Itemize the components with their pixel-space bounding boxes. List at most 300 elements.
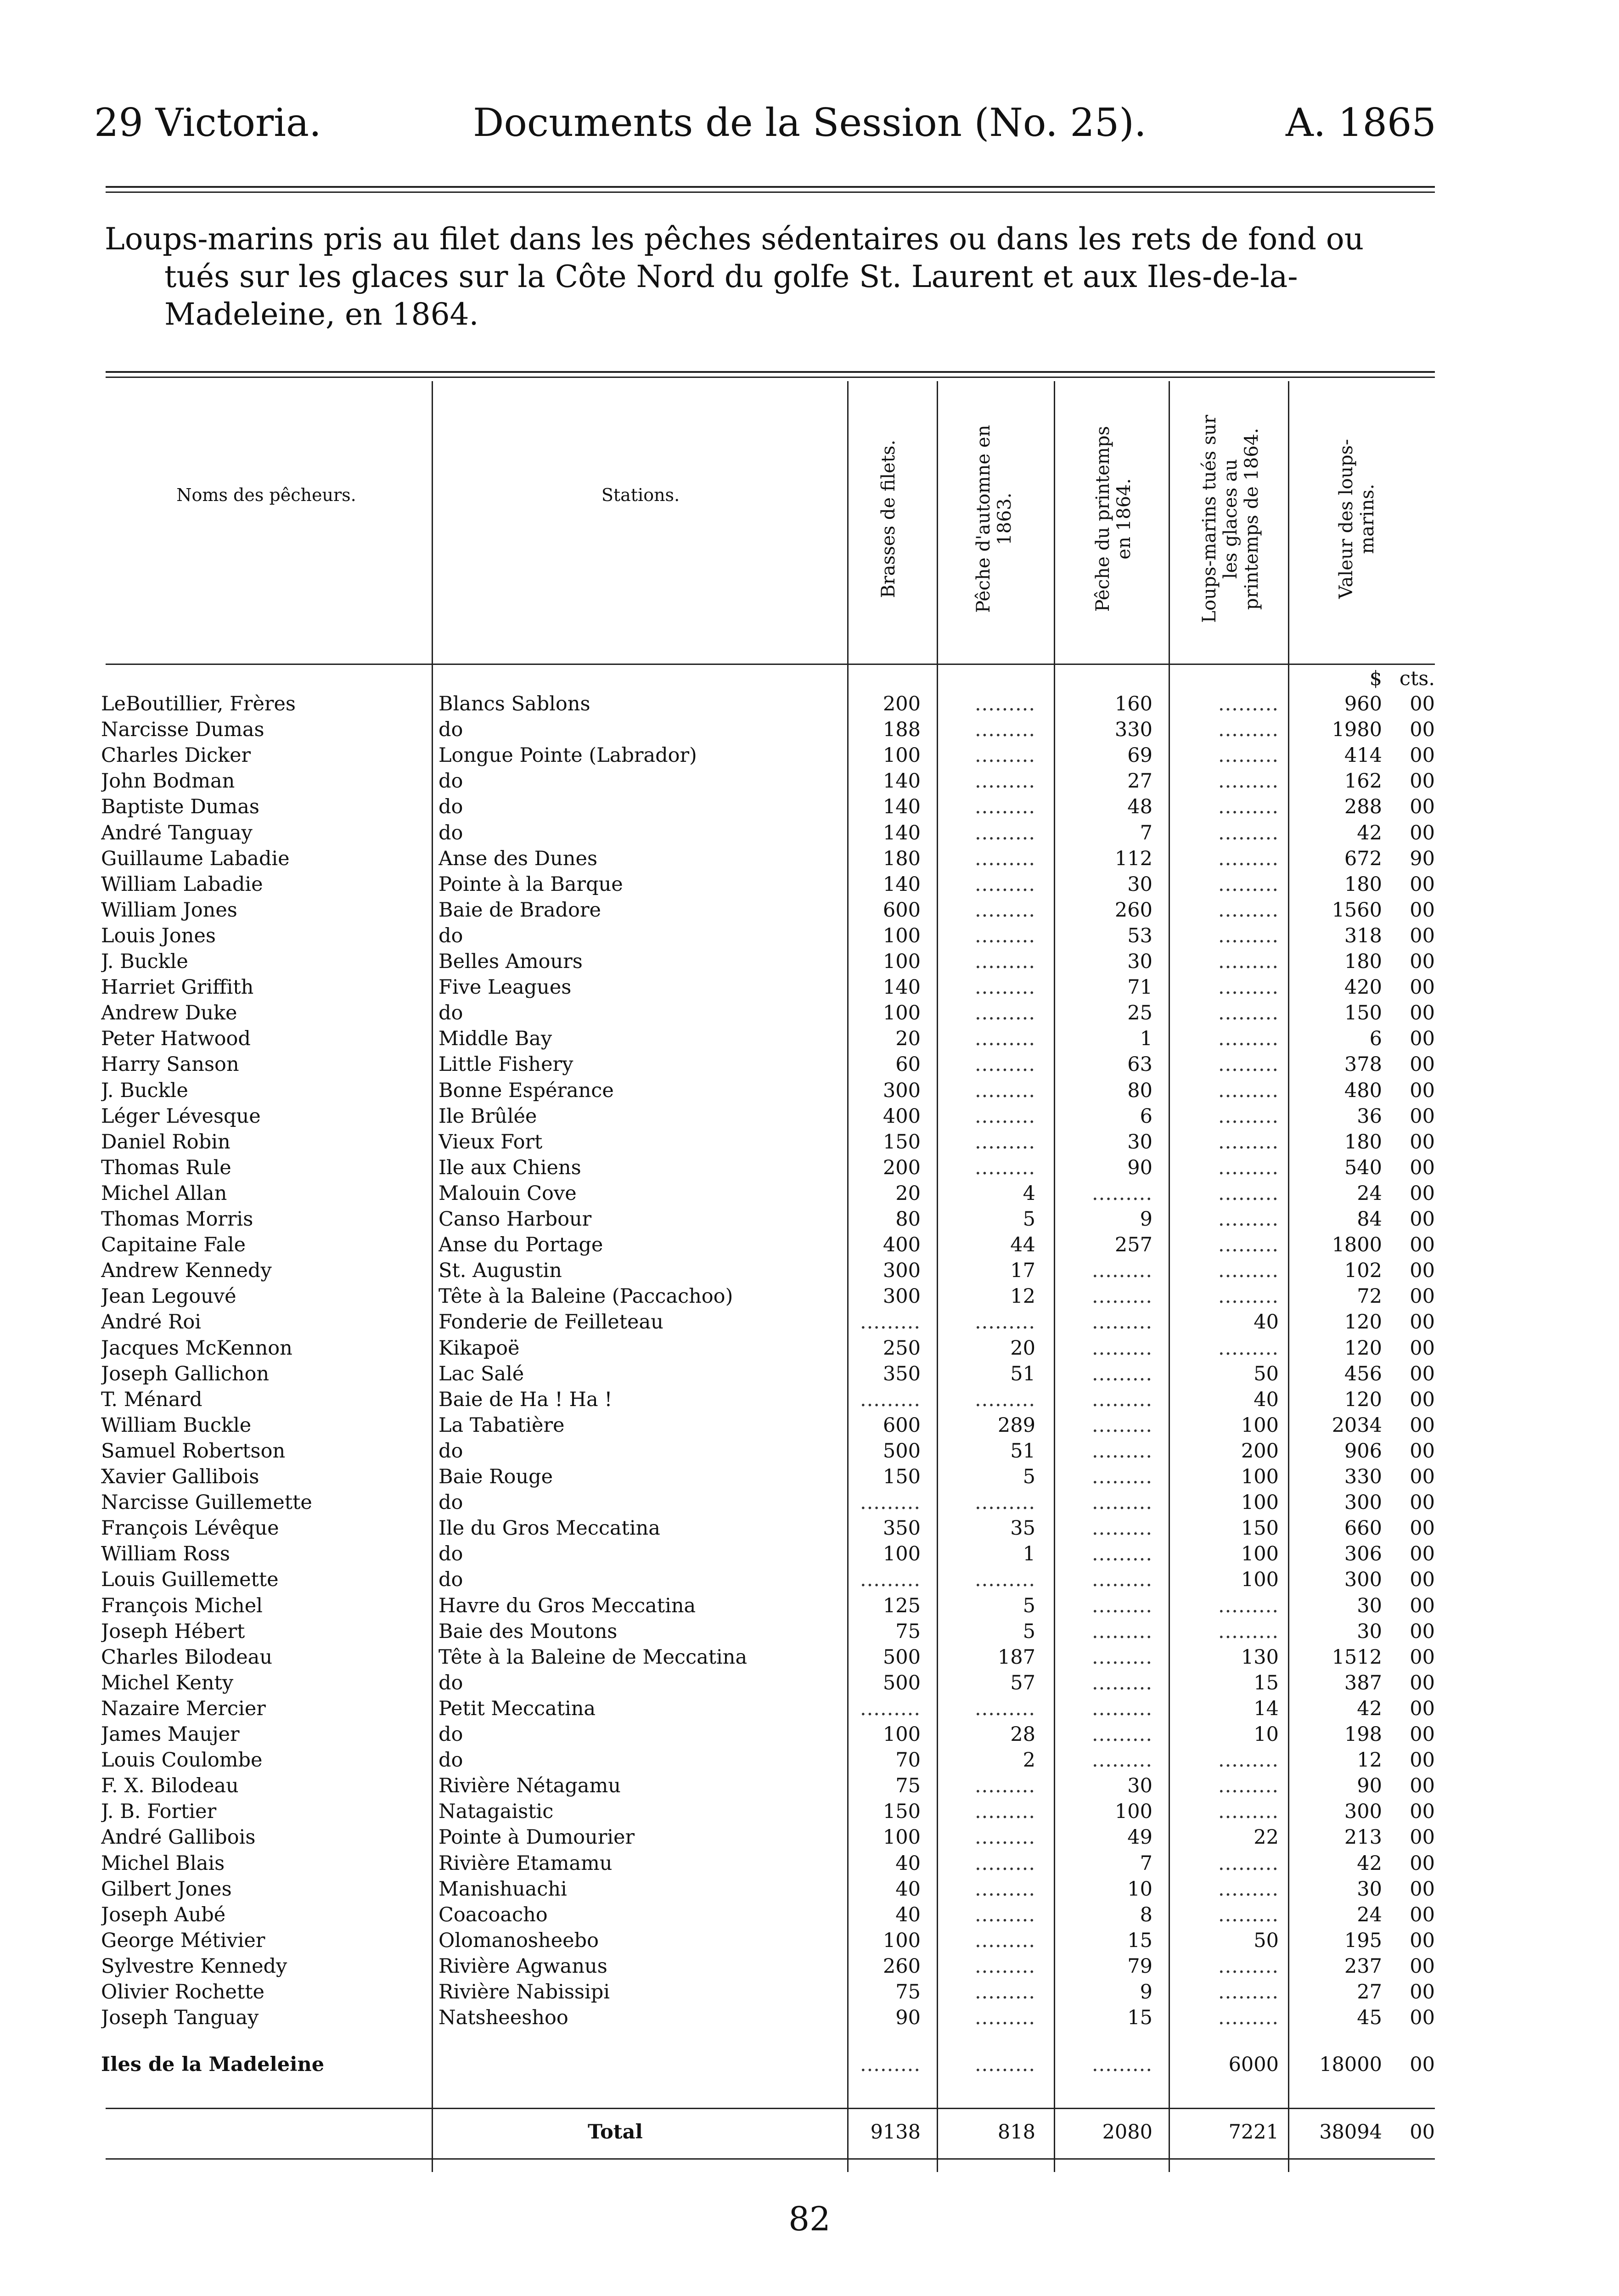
cell-automne-empty: ......... — [974, 744, 1035, 767]
table-row — [0, 1155, 1619, 1181]
station-name: Pointe à Dumourier — [438, 1826, 635, 1849]
cell-brasses: 40 — [895, 1877, 921, 1901]
station-name: do — [438, 924, 463, 947]
table-row — [0, 794, 1619, 820]
cell-printemps: 9 — [1140, 1208, 1152, 1231]
fisher-name: Thomas Morris — [101, 1208, 253, 1231]
table-title-text: Loups-marins pris au filet dans les pêches sédentaires ou dans les rets de fond ou tués sur les glaces sur la Côte Nord du golfe St. Laurent et aux Iles-de-la-Madeleine, en 1864. — [105, 221, 1364, 332]
cell-dollars: 84 — [1357, 1208, 1382, 1231]
cell-cents: 00 — [1410, 2053, 1435, 2076]
cell-automne: 28 — [1010, 1723, 1035, 1746]
cell-glaces-empty: ......... — [1218, 1594, 1279, 1617]
cell-dollars: 2034 — [1332, 1413, 1382, 1437]
cell-brasses: 100 — [883, 744, 921, 767]
cell-printemps-empty: ......... — [1091, 1413, 1152, 1437]
cell-automne-empty: ......... — [974, 847, 1035, 870]
station-name: Canso Harbour — [438, 1208, 592, 1231]
cell-automne-empty: ......... — [974, 1568, 1035, 1592]
cell-printemps-empty: ......... — [1091, 1182, 1152, 1205]
cell-glaces: 6000 — [1228, 2053, 1279, 2076]
cell-automne: 4 — [1023, 1182, 1035, 1205]
cell-dollars: 18000 — [1319, 2053, 1382, 2076]
cell-glaces: 150 — [1241, 1517, 1279, 1540]
cell-glaces: 50 — [1254, 1929, 1279, 1952]
table-row — [0, 846, 1619, 872]
cell-printemps-empty: ......... — [1091, 1362, 1152, 1385]
fisher-name: J. Buckle — [101, 950, 188, 973]
cell-brasses: 500 — [883, 1671, 921, 1694]
cell-glaces-empty: ......... — [1218, 1156, 1279, 1179]
cell-glaces-empty: ......... — [1218, 795, 1279, 819]
cell-printemps-empty: ......... — [1091, 1749, 1152, 1772]
cell-cents: 00 — [1410, 1877, 1435, 1901]
table-row — [0, 1593, 1619, 1619]
cell-dollars: 1560 — [1332, 898, 1382, 922]
cell-automne: 289 — [997, 1413, 1035, 1437]
cell-brasses-empty: ......... — [860, 1311, 921, 1334]
cell-glaces-empty: ......... — [1218, 872, 1279, 896]
cell-automne-empty: ......... — [974, 1311, 1035, 1334]
table-row — [0, 1696, 1619, 1722]
table-row — [0, 949, 1619, 974]
cell-glaces-empty: ......... — [1218, 924, 1279, 947]
cell-printemps-empty: ......... — [1091, 1259, 1152, 1283]
total-automne: 818 — [997, 2121, 1035, 2144]
cell-glaces: 50 — [1254, 1362, 1279, 1385]
cell-glaces-empty: ......... — [1218, 718, 1279, 742]
cell-printemps: 112 — [1114, 847, 1152, 870]
cell-dollars: 198 — [1344, 1723, 1382, 1746]
cell-automne: 5 — [1023, 1594, 1035, 1617]
cell-glaces-empty: ......... — [1218, 692, 1279, 715]
cell-cents: 00 — [1410, 1439, 1435, 1463]
cell-glaces-empty: ......... — [1218, 1903, 1279, 1926]
fisher-name: Léger Lévesque — [101, 1104, 261, 1128]
cell-cents: 00 — [1410, 1851, 1435, 1875]
station-name: Baie des Moutons — [438, 1620, 618, 1643]
table-row — [0, 1181, 1619, 1206]
cell-glaces-empty: ......... — [1218, 1002, 1279, 1025]
cell-dollars: 24 — [1357, 1903, 1382, 1926]
cell-brasses: 400 — [883, 1233, 921, 1257]
fisher-name: Xavier Gallibois — [101, 1465, 259, 1488]
cell-brasses: 20 — [895, 1027, 921, 1051]
cell-dollars: 30 — [1357, 1877, 1382, 1901]
table-row — [0, 1928, 1619, 1953]
table-row — [0, 1979, 1619, 2005]
cell-printemps: 27 — [1127, 770, 1152, 793]
header-rule — [106, 186, 1435, 188]
cell-cents: 00 — [1410, 1774, 1435, 1798]
cell-printemps: 1 — [1140, 1027, 1152, 1051]
cell-dollars: 102 — [1344, 1259, 1382, 1283]
cell-printemps-empty: ......... — [1091, 1697, 1152, 1720]
cell-dollars: 27 — [1357, 1981, 1382, 2003]
cell-glaces-empty: ......... — [1218, 1027, 1279, 1051]
table-row — [0, 923, 1619, 949]
cell-automne-empty: ......... — [974, 1697, 1035, 1720]
fisher-name: F. X. Bilodeau — [101, 1774, 239, 1798]
madeleine-row — [0, 2052, 1619, 2077]
table-row — [0, 1567, 1619, 1593]
station-name: Baie de Bradore — [438, 898, 601, 922]
cell-brasses: 100 — [883, 1723, 921, 1746]
cell-dollars: 480 — [1344, 1079, 1382, 1102]
station-name: Five Leagues — [438, 976, 572, 999]
cell-automne-empty: ......... — [974, 976, 1035, 999]
cell-automne-empty: ......... — [974, 718, 1035, 742]
table-row — [0, 1953, 1619, 1979]
cell-automne-empty: ......... — [974, 1851, 1035, 1875]
fisher-name: Louis Guillemette — [101, 1568, 279, 1592]
cell-automne-empty: ......... — [974, 1079, 1035, 1102]
cell-printemps-empty: ......... — [1091, 1285, 1152, 1308]
station-name: Blancs Sablons — [438, 692, 590, 715]
cell-brasses: 350 — [883, 1362, 921, 1385]
cell-cents: 00 — [1410, 1362, 1435, 1385]
station-name: Rivière Nétagamu — [438, 1774, 621, 1798]
cell-cents: 00 — [1410, 950, 1435, 973]
cell-glaces: 100 — [1241, 1568, 1279, 1592]
table-row — [0, 1851, 1619, 1876]
cell-automne-empty: ......... — [974, 2006, 1035, 2030]
table-row — [0, 1644, 1619, 1670]
table-row — [0, 1206, 1619, 1232]
table-row — [0, 768, 1619, 794]
fisher-name: Joseph Gallichon — [101, 1362, 270, 1385]
cell-glaces-empty: ......... — [1218, 1851, 1279, 1875]
col-valeur-label: Valeur des loups-marins. — [1336, 439, 1378, 599]
cell-glaces-empty: ......... — [1218, 950, 1279, 973]
cell-cents: 00 — [1410, 1671, 1435, 1694]
table-row — [0, 1824, 1619, 1850]
fisher-name: Olivier Rochette — [101, 1981, 264, 2003]
cell-automne: 17 — [1010, 1259, 1035, 1283]
cell-brasses: 80 — [895, 1208, 921, 1231]
station-name: Lac Salé — [438, 1362, 524, 1385]
fisher-name: Capitaine Fale — [101, 1233, 246, 1257]
cell-cents: 00 — [1410, 1079, 1435, 1102]
fisher-name: William Jones — [101, 898, 237, 922]
cell-brasses: 500 — [883, 1645, 921, 1669]
station-name: Kikapoë — [438, 1336, 520, 1360]
cell-automne-empty: ......... — [974, 1156, 1035, 1179]
fisher-name: John Bodman — [101, 770, 235, 793]
fisher-name: François Lévêque — [101, 1517, 279, 1540]
cell-cents: 00 — [1410, 1259, 1435, 1283]
cell-brasses: 200 — [883, 692, 921, 715]
station-name: Longue Pointe (Labrador) — [438, 744, 697, 767]
cell-dollars: 672 — [1344, 847, 1382, 870]
cell-glaces: 200 — [1241, 1439, 1279, 1463]
cell-dollars: 540 — [1344, 1156, 1382, 1179]
table-row — [0, 1464, 1619, 1490]
cell-dollars: 180 — [1344, 1130, 1382, 1154]
cell-brasses: 180 — [883, 847, 921, 870]
total-brasses: 9138 — [870, 2121, 921, 2144]
station-name: Middle Bay — [438, 1027, 552, 1051]
cell-printemps: 69 — [1127, 744, 1152, 767]
station-name: do — [438, 1439, 463, 1463]
cell-brasses: 90 — [895, 2006, 921, 2030]
cell-dollars: 162 — [1344, 770, 1382, 793]
table-row — [0, 1026, 1619, 1052]
table-row — [0, 1412, 1619, 1438]
cell-cents: 00 — [1410, 1336, 1435, 1360]
cell-dollars: 42 — [1357, 1851, 1382, 1875]
cell-cents: 00 — [1410, 795, 1435, 819]
station-name: Rivière Agwanus — [438, 1954, 607, 1978]
total-row — [0, 2119, 1619, 2145]
table-row — [0, 872, 1619, 897]
table-row — [0, 1490, 1619, 1515]
cell-printemps-empty: ......... — [1091, 1491, 1152, 1514]
cell-glaces: 40 — [1254, 1388, 1279, 1411]
cell-brasses: 60 — [895, 1053, 921, 1076]
cell-cents: 00 — [1410, 1285, 1435, 1308]
cell-brasses: 140 — [883, 976, 921, 999]
cell-cents: 00 — [1410, 1981, 1435, 2003]
header-session: 29 Victoria. — [94, 100, 321, 145]
cell-printemps: 7 — [1140, 1851, 1152, 1875]
header-title: Documents de la Session (No. 25). — [473, 100, 1147, 145]
cell-printemps-empty: ......... — [1091, 1568, 1152, 1592]
cell-automne: 51 — [1010, 1439, 1035, 1463]
cell-printemps: 260 — [1114, 898, 1152, 922]
cell-automne-empty: ......... — [974, 924, 1035, 947]
cell-brasses: 260 — [883, 1954, 921, 1978]
station-name: La Tabatière — [438, 1413, 565, 1437]
cell-dollars: 120 — [1344, 1311, 1382, 1334]
cell-glaces-empty: ......... — [1218, 1053, 1279, 1076]
cell-glaces-empty: ......... — [1218, 1620, 1279, 1643]
cell-automne-empty: ......... — [974, 872, 1035, 896]
cell-printemps: 10 — [1127, 1877, 1152, 1901]
cell-printemps: 160 — [1114, 692, 1152, 715]
cell-dollars: 120 — [1344, 1336, 1382, 1360]
cell-automne: 187 — [997, 1645, 1035, 1669]
cell-automne-empty: ......... — [974, 1774, 1035, 1798]
cell-glaces-empty: ......... — [1218, 744, 1279, 767]
cell-brasses: 350 — [883, 1517, 921, 1540]
cell-dollars: 300 — [1344, 1491, 1382, 1514]
table-row — [0, 691, 1619, 717]
fisher-name: J. B. Fortier — [101, 1800, 217, 1823]
fisher-name: George Métivier — [101, 1929, 265, 1952]
cell-glaces-empty: ......... — [1218, 1079, 1279, 1102]
cell-glaces: 14 — [1254, 1697, 1279, 1720]
cell-brasses: 75 — [895, 1620, 921, 1643]
cell-dollars: 387 — [1344, 1671, 1382, 1694]
cell-dollars: 288 — [1344, 795, 1382, 819]
table-row — [0, 1619, 1619, 1644]
table-row — [0, 1258, 1619, 1283]
station-name: do — [438, 770, 463, 793]
cell-brasses: 140 — [883, 770, 921, 793]
cell-printemps: 7 — [1140, 821, 1152, 844]
cell-automne: 12 — [1010, 1285, 1035, 1308]
station-name: Anse des Dunes — [438, 847, 598, 870]
cell-cents: 00 — [1410, 1568, 1435, 1592]
table-row — [0, 1876, 1619, 1902]
cell-printemps-empty: ......... — [1091, 1542, 1152, 1566]
table-row — [0, 1000, 1619, 1026]
cell-automne: 5 — [1023, 1208, 1035, 1231]
cell-dollars: 960 — [1344, 692, 1382, 715]
cell-brasses-empty: ......... — [860, 1568, 921, 1592]
cell-dollars: 30 — [1357, 1620, 1382, 1643]
cell-cents: 00 — [1410, 821, 1435, 844]
table-row — [0, 1283, 1619, 1309]
fisher-name: Narcisse Dumas — [101, 718, 264, 742]
fisher-name: Joseph Aubé — [101, 1903, 226, 1926]
station-name: Pointe à la Barque — [438, 872, 623, 896]
station-name: Havre du Gros Meccatina — [438, 1594, 696, 1617]
table-row — [0, 1799, 1619, 1824]
station-name: Olomanosheebo — [438, 1929, 599, 1952]
cell-cents: 00 — [1410, 744, 1435, 767]
cell-automne-empty: ......... — [974, 950, 1035, 973]
table-row — [0, 1515, 1619, 1541]
col-glaces-label: Loups-marins tués sur les glaces au printemps de 1864. — [1199, 415, 1262, 623]
cell-automne-empty: ......... — [974, 692, 1035, 715]
cell-cents: 00 — [1410, 718, 1435, 742]
station-name: Anse du Portage — [438, 1233, 603, 1257]
fisher-name: André Tanguay — [101, 821, 253, 844]
cell-dollars: 42 — [1357, 1697, 1382, 1720]
cell-cents: 00 — [1410, 1413, 1435, 1437]
column-header-bottom-rule — [106, 664, 1435, 665]
cell-brasses: 100 — [883, 1929, 921, 1952]
cell-brasses: 100 — [883, 924, 921, 947]
station-name: Petit Meccatina — [438, 1697, 596, 1720]
cell-dollars: 180 — [1344, 950, 1382, 973]
cell-automne: 57 — [1010, 1671, 1035, 1694]
cell-dollars: 180 — [1344, 872, 1382, 896]
fisher-name: André Roi — [101, 1311, 201, 1334]
madeleine-name: Iles de la Madeleine — [101, 2053, 325, 2076]
fisher-name: Samuel Robertson — [101, 1439, 286, 1463]
cell-automne: 20 — [1010, 1336, 1035, 1360]
cell-printemps: 48 — [1127, 795, 1152, 819]
cell-printemps-empty: ......... — [1091, 1723, 1152, 1746]
table-row — [0, 1078, 1619, 1103]
cell-dollars: 24 — [1357, 1182, 1382, 1205]
cell-dollars: 420 — [1344, 976, 1382, 999]
cell-dollars: 237 — [1344, 1954, 1382, 1978]
cell-printemps: 71 — [1127, 976, 1152, 999]
cell-brasses: 100 — [883, 1002, 921, 1025]
cell-printemps: 80 — [1127, 1079, 1152, 1102]
cell-glaces: 10 — [1254, 1723, 1279, 1746]
cell-printemps-empty: ......... — [1091, 2053, 1152, 2076]
cell-glaces-empty: ......... — [1218, 1285, 1279, 1308]
cell-dollars: 906 — [1344, 1439, 1382, 1463]
station-name: Tête à la Baleine de Meccatina — [438, 1645, 748, 1669]
station-name: do — [438, 1491, 463, 1514]
cell-automne-empty: ......... — [974, 1491, 1035, 1514]
station-name: Malouin Cove — [438, 1182, 577, 1205]
cell-printemps: 257 — [1114, 1233, 1152, 1257]
station-name: do — [438, 718, 463, 742]
cell-dollars: 120 — [1344, 1388, 1382, 1411]
cell-printemps: 90 — [1127, 1156, 1152, 1179]
cell-automne: 35 — [1010, 1517, 1035, 1540]
station-name: Ile aux Chiens — [438, 1156, 581, 1179]
cell-brasses: 70 — [895, 1749, 921, 1772]
cell-cents: 00 — [1410, 1517, 1435, 1540]
header-rule-2 — [106, 191, 1435, 193]
cell-automne: 1 — [1023, 1542, 1035, 1566]
cell-dollars: 1512 — [1332, 1645, 1382, 1669]
cell-cents: 00 — [1410, 976, 1435, 999]
cell-automne-empty: ......... — [974, 1388, 1035, 1411]
cell-brasses: 140 — [883, 872, 921, 896]
cell-automne-empty: ......... — [974, 1104, 1035, 1128]
cell-printemps: 30 — [1127, 872, 1152, 896]
cell-automne-empty: ......... — [974, 1954, 1035, 1978]
unit-cents: cts. — [1399, 667, 1435, 690]
cell-brasses: 400 — [883, 1104, 921, 1128]
cell-automne-empty: ......... — [974, 1826, 1035, 1849]
col-stations: Stations. — [601, 485, 680, 505]
cell-brasses: 150 — [883, 1800, 921, 1823]
fisher-name: LeBoutillier, Frères — [101, 692, 296, 715]
cell-cents: 00 — [1410, 1723, 1435, 1746]
cell-cents: 00 — [1410, 1027, 1435, 1051]
table-row — [0, 974, 1619, 1000]
total-top-rule — [106, 2108, 1435, 2109]
cell-cents: 00 — [1410, 1954, 1435, 1978]
cell-brasses-empty: ......... — [860, 2053, 921, 2076]
unit-row — [0, 666, 1619, 692]
cell-printemps: 49 — [1127, 1826, 1152, 1849]
cell-automne-empty: ......... — [974, 1800, 1035, 1823]
cell-brasses: 300 — [883, 1259, 921, 1283]
cell-brasses: 20 — [895, 1182, 921, 1205]
fisher-name: Andrew Duke — [101, 1002, 237, 1025]
cell-automne: 51 — [1010, 1362, 1035, 1385]
table-row — [0, 1309, 1619, 1335]
cell-cents: 00 — [1410, 1156, 1435, 1179]
cell-glaces: 100 — [1241, 1465, 1279, 1488]
cell-automne: 5 — [1023, 1465, 1035, 1488]
cell-glaces-empty: ......... — [1218, 1954, 1279, 1978]
fisher-name: William Labadie — [101, 872, 263, 896]
table-row — [0, 1103, 1619, 1129]
table-row — [0, 1335, 1619, 1361]
col-brasses-label: Brasses de filets. — [878, 439, 899, 598]
cell-automne-empty: ......... — [974, 1027, 1035, 1051]
fisher-name: T. Ménard — [101, 1388, 202, 1411]
cell-glaces-empty: ......... — [1218, 1981, 1279, 2003]
cell-dollars: 150 — [1344, 1002, 1382, 1025]
table-row — [0, 1387, 1619, 1412]
table-row — [0, 1232, 1619, 1258]
station-name: Natagaistic — [438, 1800, 554, 1823]
cell-brasses: 40 — [895, 1903, 921, 1926]
column-header-top-rule — [106, 371, 1435, 373]
cell-automne: 2 — [1023, 1749, 1035, 1772]
total-glaces: 7221 — [1228, 2121, 1279, 2144]
cell-dollars: 378 — [1344, 1053, 1382, 1076]
cell-dollars: 660 — [1344, 1517, 1382, 1540]
table-row — [0, 717, 1619, 743]
table-row — [0, 1129, 1619, 1155]
cell-brasses: 140 — [883, 795, 921, 819]
station-name: Bonne Espérance — [438, 1079, 614, 1102]
fisher-name: James Maujer — [101, 1723, 240, 1746]
